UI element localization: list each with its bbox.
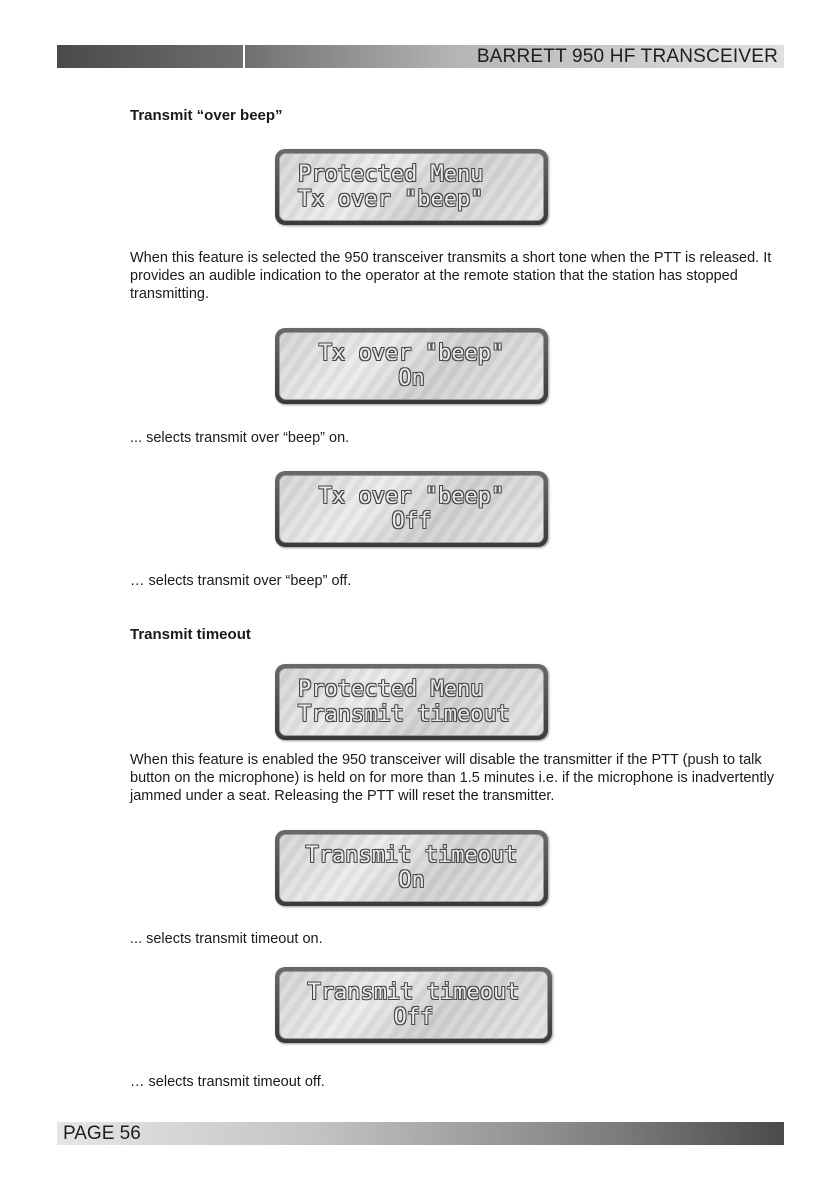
page-number: PAGE 56 (63, 1123, 141, 1144)
header-title: BARRETT 950 HF TRANSCEIVER (476, 46, 778, 67)
lcd-line-1: Transmit timeout (307, 980, 520, 1005)
lcd-line-2: Off (391, 509, 432, 534)
lcd-line-1: Transmit timeout (305, 843, 518, 868)
caption-timeout-off: … selects transmit timeout off. (130, 1074, 325, 1090)
section-heading-over-beep: Transmit “over beep” (130, 107, 283, 124)
caption-over-beep-on: ... selects transmit over “beep” on. (130, 430, 350, 446)
lcd-line-2: Tx over "beep" (298, 187, 484, 212)
caption-over-beep-off: … selects transmit over “beep” off. (130, 573, 352, 589)
caption-timeout-on: ... selects transmit timeout on. (130, 931, 323, 947)
lcd-line-2: On (398, 868, 425, 893)
lcd-line-2: Transmit timeout (298, 702, 510, 727)
lcd-display-over-beep-menu (275, 149, 548, 225)
lcd-display-timeout-menu (275, 664, 548, 740)
description-transmit-timeout: When this feature is enabled the 950 transceiver will disable the transmitter if the PTT (push to talk button on the microphone) is held on for more than 1.5 minutes i.e. if the microphone is inadvertently jammed under a seat. Releasing the PTT will reset the transmitter. (130, 752, 774, 804)
lcd-display-over-beep-on (275, 328, 548, 404)
lcd-line-2: Off (393, 1005, 434, 1030)
lcd-line-2: On (398, 366, 425, 391)
description-over-beep: When this feature is selected the 950 transceiver transmits a short tone when the PTT is released. It provides an audible indication to the operator at the remote station that the station has stopped transmitting. (130, 250, 772, 302)
header-divider (243, 45, 245, 68)
lcd-display-timeout-off (275, 967, 552, 1043)
section-heading-transmit-timeout: Transmit timeout (130, 626, 251, 643)
lcd-display-over-beep-off (275, 471, 548, 547)
lcd-line-1: Protected Menu (298, 677, 484, 702)
lcd-line-1: Protected Menu (298, 162, 484, 187)
lcd-display-timeout-on (275, 830, 548, 906)
footer-bar (57, 1122, 784, 1145)
lcd-line-1: Tx over "beep" (318, 341, 505, 366)
lcd-line-1: Tx over "beep" (318, 484, 505, 509)
